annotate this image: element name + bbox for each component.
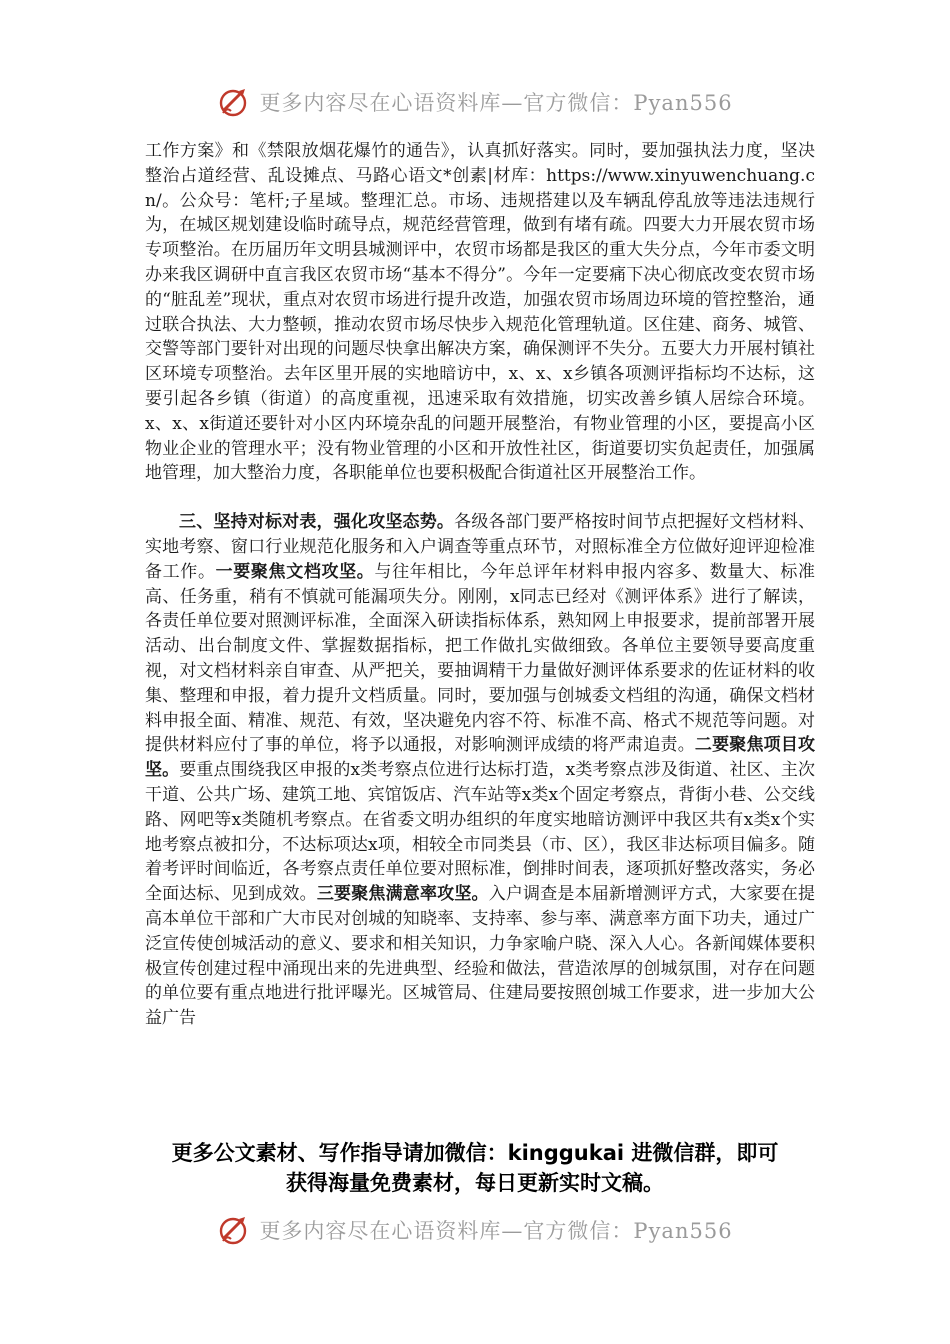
paragraph-continuation: 工作方案》和《禁限放烟花爆竹的通告》，认真抓好落实。同时，要加强执法力度，坚决整治占道经营、乱设摊点、马路心语文*创素|材库：https://www.xinyuwenchuang.cn/。公众号：笔杆;子星域。整理汇总。市场、违规搭建以及车辆乱停乱放等违法违规行为，在城区规划建设临时疏导点，规范经营管理，做到有堵有疏。四要大力开展农贸市场专项整治。在历届历年文明县城测评中，农贸市场都是我区的重大失分点，今年市委文明办来我区调研中直言我区农贸市场“基本不得分”。今年一定要痛下决心彻底改变农贸市场的“脏乱差”现状，重点对农贸市场进行提升改造，加强农贸市场周边环境的管控整治，通过联合执法、大力整顿，推动农贸市场尽快步入规范化管理轨道。区住建、商务、城管、交警等部门要针对出现的问题尽快拿出解决方案，确保测评不失分。五要大力开展村镇社区环境专项整治。去年区里开展的实地暗访中，x、x、x乡镇各项测评指标均不达标，这要引起各乡镇（街道）的高度重视，迅速采取有效措施，切实改善乡镇人居综合环境。x、x、x街道还要针对小区内环境杂乱的问题开展整治，有物业管理的小区，要提高小区物业企业的管理水平；没有物业管理的小区和开放性社区，街道要切实负起责任，加强属地管理，加大整治力度，各职能单位也要积极配合街道社区开展整治工作。 — [145, 141, 815, 484]
watermark-text: 更多内容尽在心语资料库—官方微信：Pyan556 — [259, 1219, 733, 1243]
promo-line-2: 获得海量免费素材，每日更新实时文稿。 — [286, 1171, 664, 1195]
footer-watermark — [0, 1210, 950, 1250]
bold-point-1: 一要聚焦文档攻坚。 — [215, 561, 375, 582]
header-watermark — [0, 82, 950, 122]
bold-point-3: 三要聚焦满意率攻坚。 — [316, 884, 489, 905]
bold-point-2: 二要聚焦项目攻坚。 — [145, 735, 816, 781]
document-body — [145, 139, 815, 1031]
paragraph-section-three — [145, 510, 815, 1031]
paragraph-text: 入户调查是本届新增测评方式，大家要在提高本单位干部和广大市民对创城的知晓率、支持率、参与率、满意率方面下功夫，通过广泛宣传使创城活动的意义、要求和相关知识，力争家喻户晓、深入人心。各新闻媒体要积极宣传创建过程中涌现出来的先进典型、经验和做法，营造浓厚的创城氛围，对存在问题的单位要有重点地进行批评曝光。区城管局、住建局要按照创城工作要求，进一步加大公益广告 — [145, 884, 816, 1029]
paragraph-text: 与往年相比，今年总评年材料申报内容多、数量大、标准高、任务重，稍有不慎就可能漏项失分。刚刚，x同志已经对《测评体系》进行了解读，各责任单位要对照测评标准，全面深入研读指标体系，熟知网上申报要求，提前部署开展活动、出台制度文件、掌握数据指标，把工作做扎实做细致。各单位主要领导要高度重视，对文档材料亲自审查、从严把关，要抽调精干力量做好测评体系要求的佐证材料的收集、整理和申报，着力提升文档质量。同时，要加强与创城委文档组的沟通，确保文档材料申报全面、精准、规范、有效，坚决避免内容不符、标准不高、格式不规范等问题。对提供材料应付了事的单位，将予以通报，对影响测评成绩的将严肃追责。 — [145, 561, 816, 756]
section-heading: 三、坚持对标对表，强化攻坚态势。 — [179, 512, 455, 533]
pen-scroll-logo-icon — [217, 1213, 251, 1247]
promo-notice — [120, 1138, 830, 1198]
paragraph-text: 要重点围绕我区申报的x类考察点位进行达标打造，x类考察点涉及街道、社区、主次干道、公共广场、建筑工地、宾馆饭店、汽车站等x类x个固定考察点，背街小巷、公交线路、网吧等x类随机考察点。在省委文明办组织的年度实地暗访测评中我区共有x类x个实地考察点被扣分，不达标项达x项，相较全市同类县（市、区），我区非达标项目偏多。随着考评时间临近，各考察点责任单位要对照标准，倒排时间表，逐项抓好整改落实，务必全面达标、见到成效。 — [145, 760, 815, 905]
pen-scroll-logo-icon — [217, 85, 251, 119]
promo-line-1: 更多公文素材、写作指导请加微信：kinggukai 进微信群，即可 — [171, 1141, 779, 1165]
paragraph-text: 各级各部门要严格按时间节点把握好文档材料、实地考察、窗口行业规范化服务和入户调查等重点环节，对照标准全方位做好迎评迎检准备工作。 — [145, 512, 816, 582]
watermark-text: 更多内容尽在心语资料库—官方微信：Pyan556 — [259, 91, 733, 115]
